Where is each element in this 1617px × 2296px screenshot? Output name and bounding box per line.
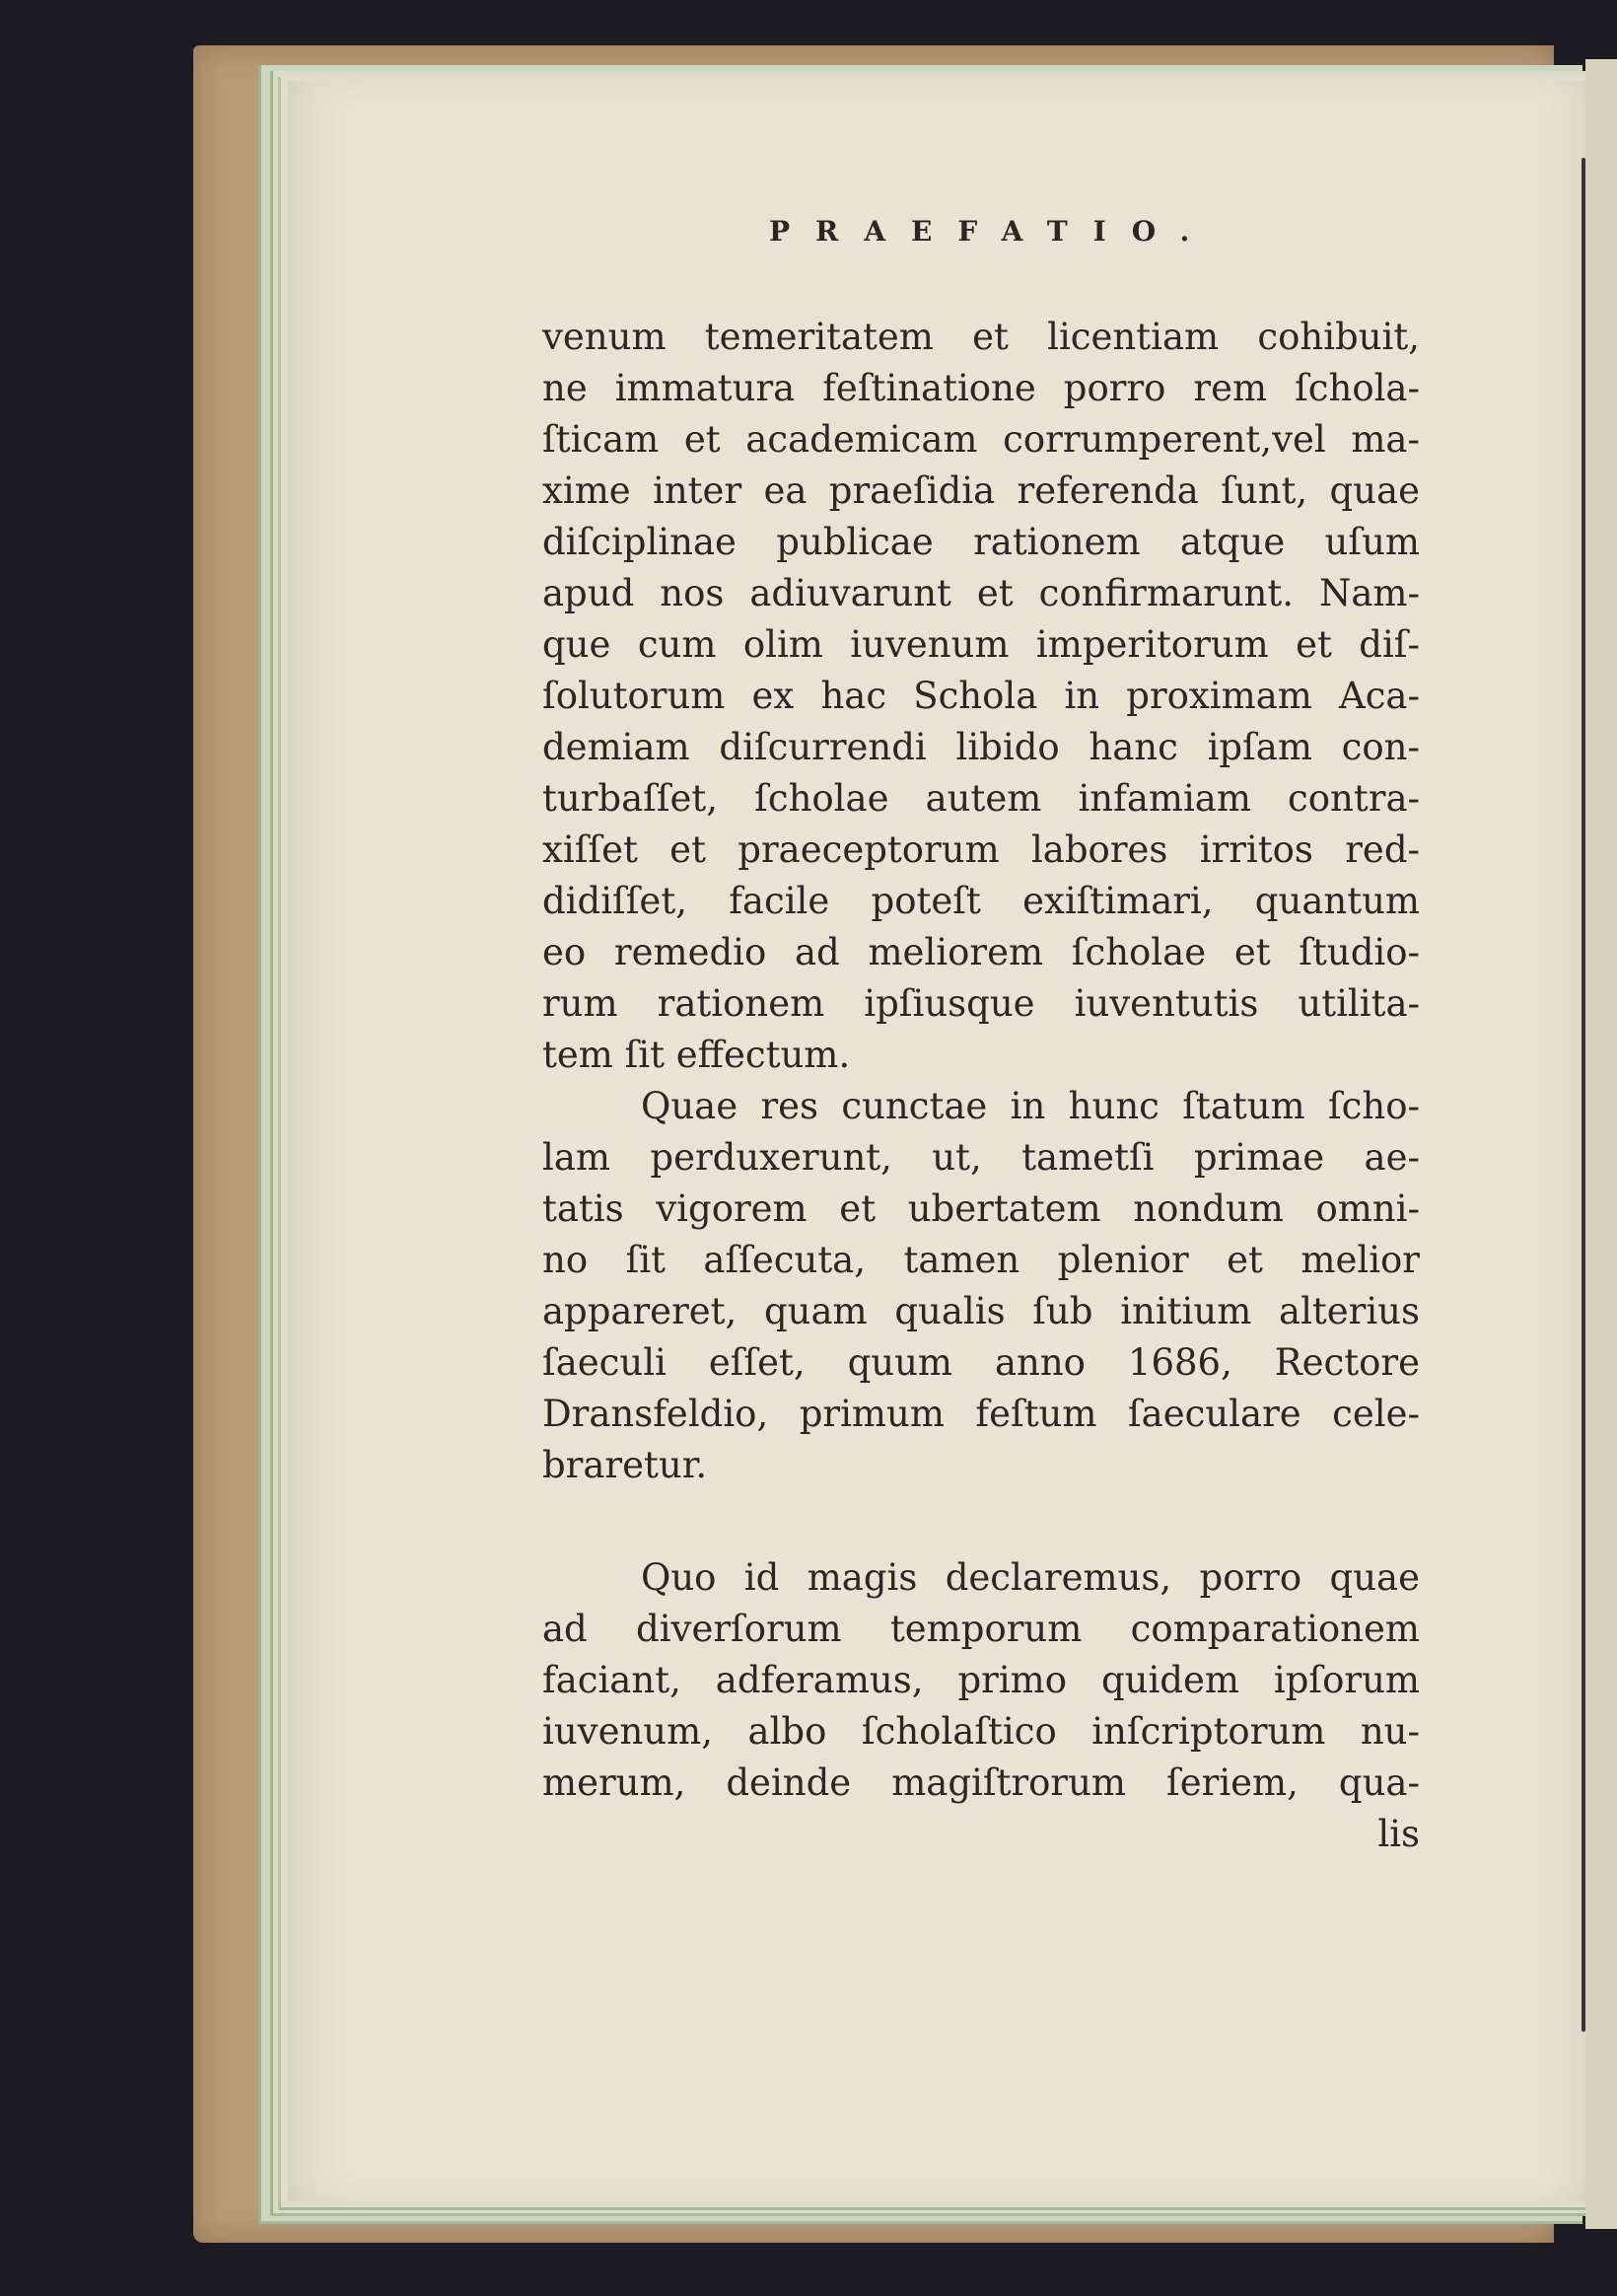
- text-line: diſciplinae publicae rationem atque uſum: [542, 521, 1420, 563]
- text-line: Dransfeldio, primum feſtum ſaeculare cele-: [542, 1393, 1420, 1435]
- text-line: xiſſet et praeceptorum labores irritos red-: [542, 828, 1420, 871]
- text-line: braretur.: [542, 1444, 708, 1486]
- catchword: lis: [1377, 1813, 1420, 1855]
- text-line: no ſit aſſecuta, tamen plenior et melior: [542, 1239, 1420, 1281]
- text-line: xime inter ea praeſidia referenda ſunt, quae: [542, 469, 1420, 512]
- text-line: tem ſit effectum.: [542, 1034, 851, 1076]
- text-line: ne immatura feſtinatione porro rem ſchola-: [542, 367, 1420, 409]
- running-head: PRAEFATIO.: [769, 215, 1216, 248]
- text-line: apud nos adiuvarunt et confirmarunt. Nam-: [542, 572, 1420, 614]
- text-line: tatis vigorem et ubertatem nondum omni-: [542, 1187, 1420, 1230]
- text-line: iuvenum, albo ſcholaſtico inſcriptorum nu-: [542, 1710, 1420, 1753]
- text-line: ad diverſorum temporum comparationem: [542, 1608, 1420, 1650]
- facing-page-strip: [1585, 59, 1617, 2229]
- paragraph-start-line: Quo id magis declaremus, porro quae: [641, 1556, 1420, 1599]
- gutter-shadow: [1582, 158, 1585, 2032]
- text-line: merum, deinde magiſtrorum ſeriem, qua-: [542, 1761, 1420, 1804]
- text-line: eo remedio ad meliorem ſcholae et ſtudio-: [542, 931, 1420, 973]
- text-line: ſaeculi eſſet, quum anno 1686, Rectore: [542, 1341, 1420, 1384]
- text-line: didiſſet, facile poteſt exiſtimari, quantum: [542, 880, 1420, 922]
- text-line: lam perduxerunt, ut, tametſi primae ae-: [542, 1136, 1420, 1179]
- text-line: venum temeritatem et licentiam cohibuit,: [542, 316, 1420, 358]
- body-text: [542, 312, 1420, 1860]
- paragraph-gap: [542, 1491, 1420, 1552]
- text-line: demiam diſcurrendi libido hanc ipſam con-: [542, 726, 1420, 768]
- text-line: ſolutorum ex hac Schola in proximam Aca-: [542, 675, 1420, 717]
- text-line: appareret, quam qualis ſub initium alterius: [542, 1290, 1420, 1332]
- text-line: faciant, adferamus, primo quidem ipſorum: [542, 1659, 1420, 1701]
- paragraph-start-line: Quae res cunctae in hunc ſtatum ſcho-: [641, 1085, 1420, 1127]
- text-line: turbaſſet, ſcholae autem infamiam contra-: [542, 777, 1420, 820]
- text-line: rum rationem ipſiusque iuventutis utilita-: [542, 982, 1420, 1025]
- text-line: ſticam et academicam corrumperent,vel ma-: [542, 418, 1420, 461]
- text-line: que cum olim iuvenum imperitorum et diſ-: [542, 623, 1420, 666]
